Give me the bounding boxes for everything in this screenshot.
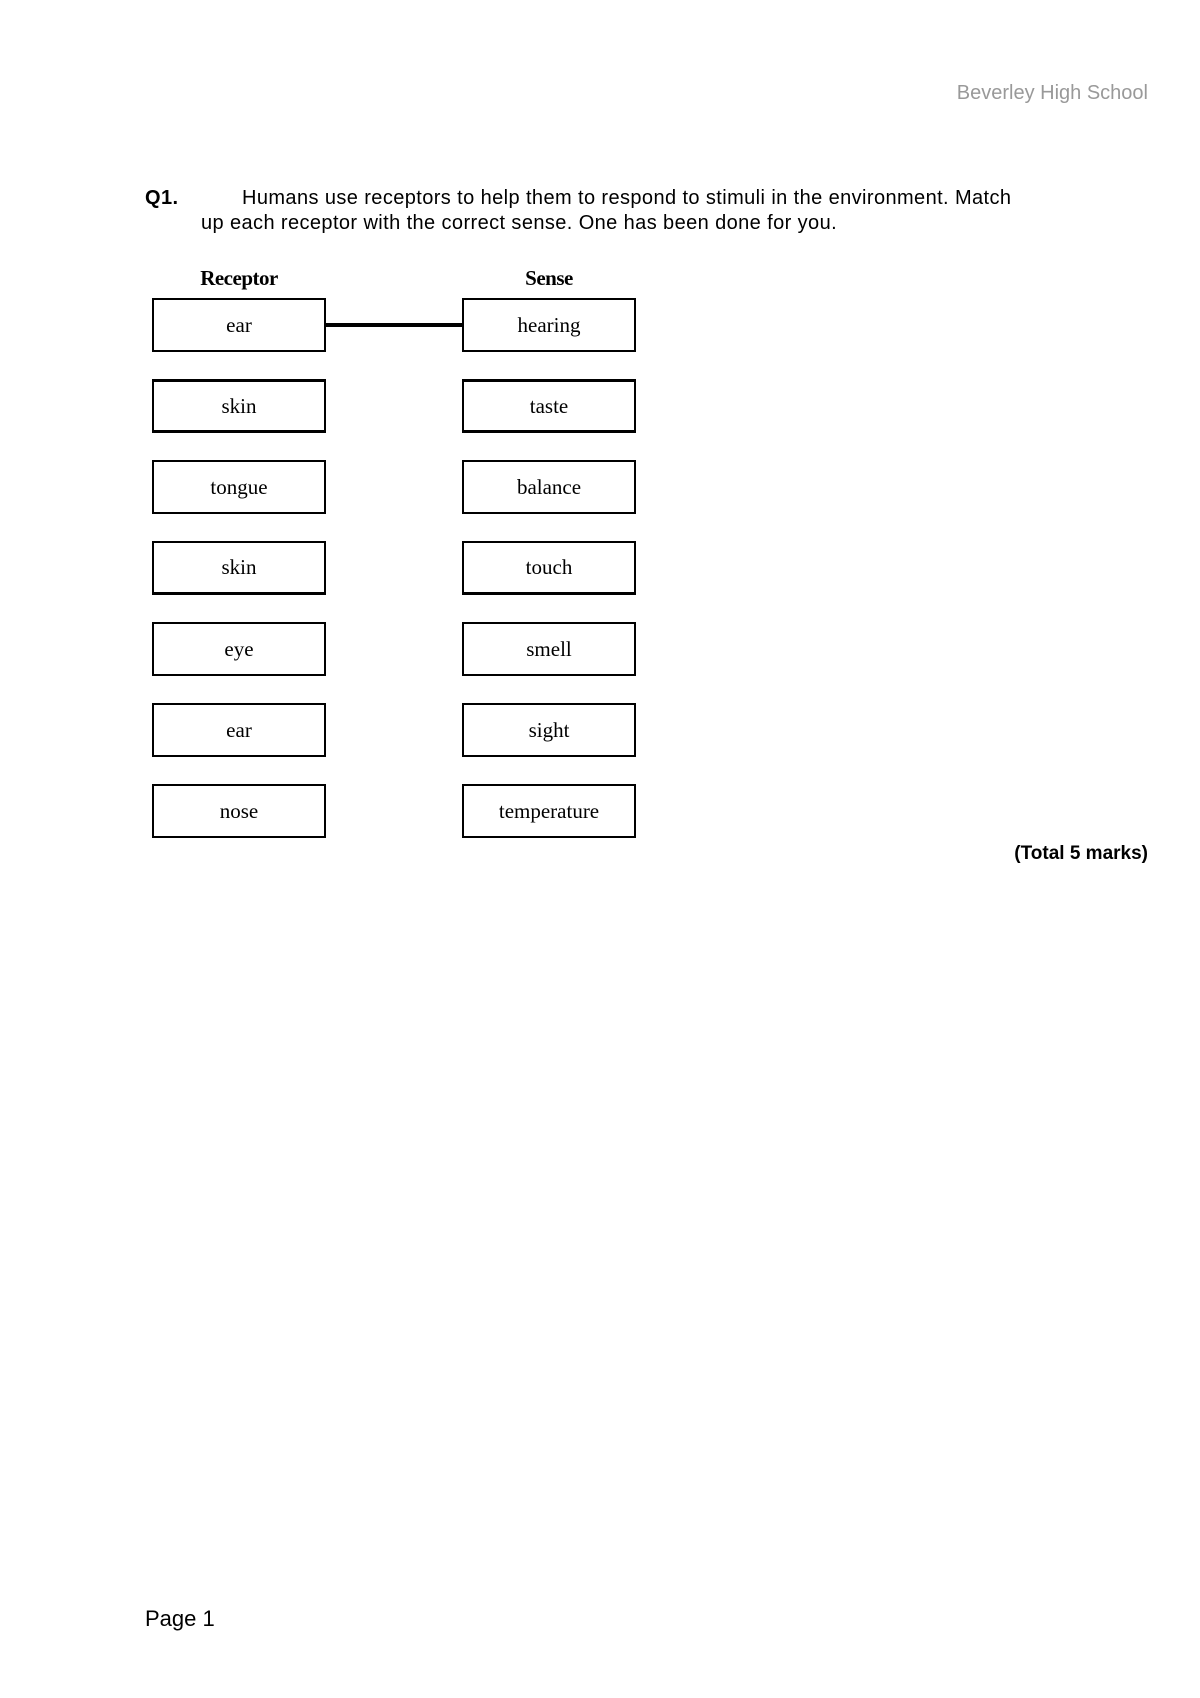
receptor-label: ear [226,312,252,337]
receptor-label: skin [221,393,257,418]
question-number: Q1. [145,187,179,209]
sense-label: hearing [517,312,581,337]
receptor-box [152,784,326,838]
receptor-box [152,379,326,433]
sense-box [462,460,636,514]
receptor-box [152,460,326,514]
sense-label: balance [516,474,582,499]
receptor-box [152,622,326,676]
receptor-box [152,298,326,352]
sense-box [462,541,636,595]
receptor-label: nose [219,798,259,823]
sense-box [462,622,636,676]
sense-label: smell [526,636,572,661]
receptor-label: ear [226,717,252,742]
question-text-line-2: up each receptor with the correct sense. One has been done for you. [201,212,838,234]
receptor-box [152,541,326,595]
sense-label: taste [529,393,569,418]
sense-label: touch [525,555,573,579]
sense-label: temperature [498,798,600,823]
example-match-line [326,323,462,327]
sense-box [462,784,636,838]
sense-box [462,703,636,757]
sense-box [462,379,636,433]
total-marks: (Total 5 marks) [1014,843,1148,864]
sense-label: sight [528,717,570,742]
question-text-line-1: Humans use receptors to help them to respond to stimuli in the environment. Match [242,187,1012,209]
receptor-heading: Receptor [200,266,278,290]
receptor-box [152,703,326,757]
sense-heading: Sense [525,266,573,290]
receptor-label: skin [221,555,257,579]
sense-box [462,298,636,352]
receptor-label: eye [224,636,254,661]
school-name: Beverley High School [956,82,1148,104]
receptor-label: tongue [210,474,268,499]
page-number: Page 1 [145,1606,215,1631]
